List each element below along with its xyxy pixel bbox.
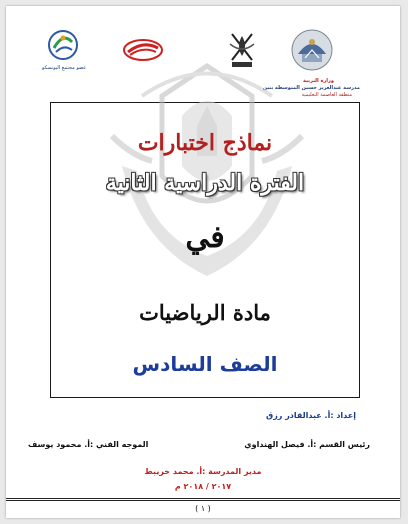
unesco-member-logo-icon	[46, 28, 80, 62]
unesco-member-caption: عضو مجتمع اليونسكو	[42, 65, 87, 71]
supervisor-credit: الموجه الفني :أ. محمود يوسف	[28, 440, 149, 449]
page-number: ( ١ )	[195, 504, 211, 513]
cover-period: الفترة الدراسية الثانية	[105, 170, 305, 196]
principal-credit: مدير المدرسة :أ. محمد خريبط	[144, 467, 262, 476]
cover-preposition: في	[185, 220, 225, 255]
school-name: مدرسة عبدالعزيز حسين المتوسطة بنين	[262, 85, 360, 91]
author-credit: إعداد :أ. عبدالقادر رزق	[266, 411, 356, 420]
cover-title: نماذج اختبارات	[137, 130, 273, 156]
department-head-credit: رئيس القسم :أ. فيصل الهنداوي	[244, 440, 370, 449]
cover-subject: مادة الرياضيات	[139, 300, 271, 325]
footer-divider	[6, 498, 400, 501]
cover-grade: الصف السادس	[132, 352, 278, 376]
ministry-name: وزارة التربية	[303, 78, 334, 84]
district-name: منطقة العاصمة التعليمية	[301, 92, 352, 98]
document-page	[6, 6, 400, 518]
academic-year: ٢٠١٧ / ٢٠١٨ م	[174, 482, 232, 491]
